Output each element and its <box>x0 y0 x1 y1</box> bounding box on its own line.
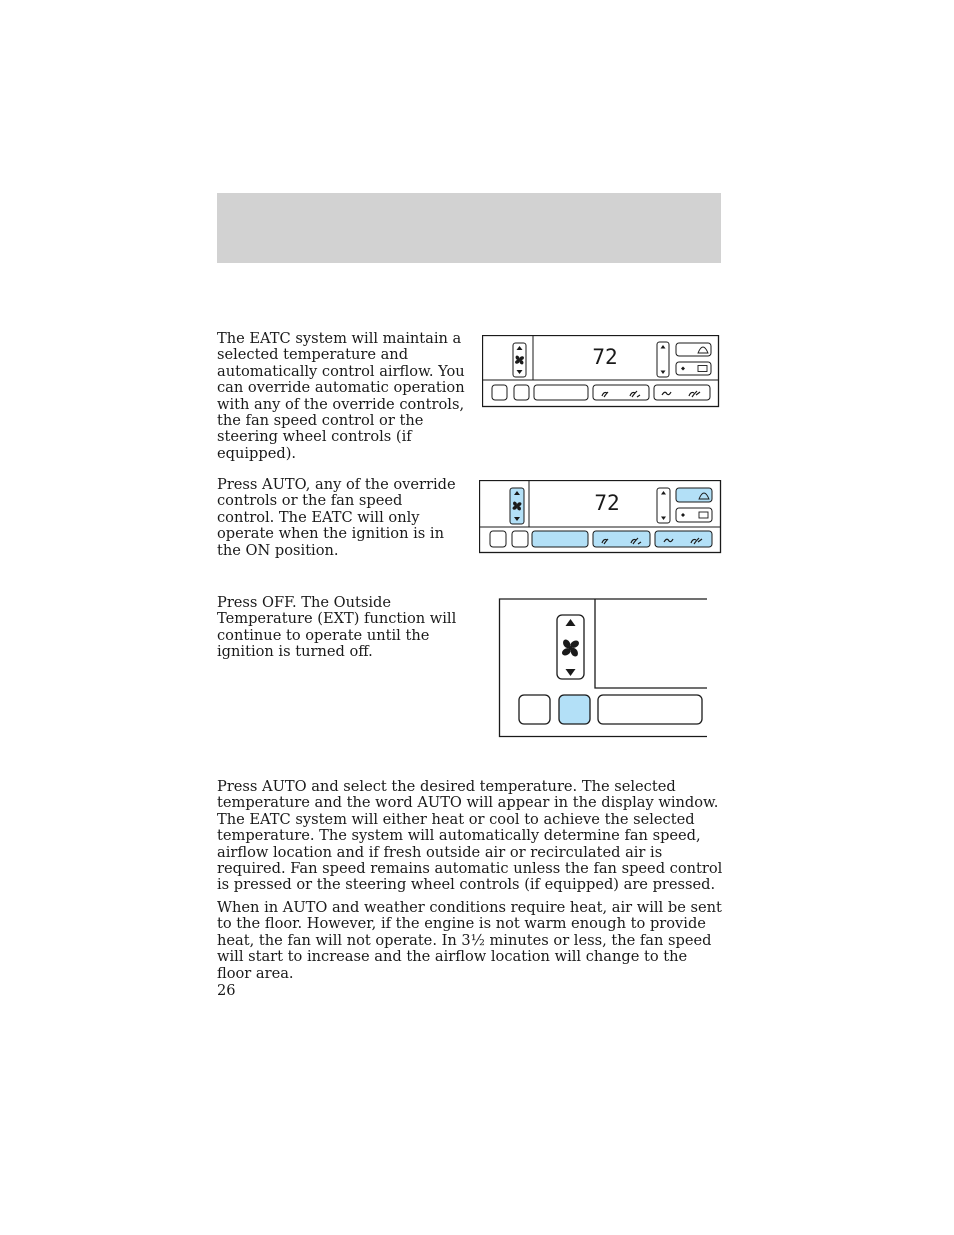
airflow-mode-group-1[interactable] <box>593 531 650 547</box>
paragraph-heat: When in AUTO and weather conditions require heat, air will be sent to the floor. However, if the engine is not warm enough to provide heat, the fan will not operate. In 3½ minutes or less, the fan speed will start to increase and the airflow location will change to the floor area. <box>217 899 722 982</box>
paragraph-auto: Press AUTO and select the desired temperature. The selected temperature and the word AUTO will appear in the display window. The EATC system will either heat or cool to achieve the selected temperature. The system will automatically determine fan speed, airflow location and if fresh outside air or recirculated air is required. Fan speed remains automatic unless the fan speed control is pressed or the steering wheel controls (if equipped) are pressed. <box>217 778 723 894</box>
temperature-control[interactable] <box>657 342 669 377</box>
auto-button[interactable] <box>559 695 590 724</box>
fan-speed-control[interactable] <box>513 343 526 377</box>
off-button[interactable] <box>492 385 507 400</box>
auto-button[interactable] <box>514 385 529 400</box>
section-header-band <box>217 193 721 263</box>
eatc-panel-on <box>479 480 722 554</box>
eatc-panel-default <box>482 335 720 408</box>
off-button[interactable] <box>519 695 550 724</box>
temperature-display: 72 <box>592 345 618 369</box>
airflow-mode-group-2[interactable] <box>654 385 710 400</box>
airflow-mode-group-2[interactable] <box>655 531 712 547</box>
auto-button[interactable] <box>512 531 528 547</box>
temperature-control[interactable] <box>657 488 670 523</box>
airflow-mode-group-1[interactable] <box>593 385 649 400</box>
defrost-button[interactable] <box>676 488 712 502</box>
temperature-display: 72 <box>594 491 620 515</box>
rear-defrost-button[interactable] <box>676 508 712 522</box>
eatc-panel-off-detail <box>498 598 710 740</box>
page-number: 26 <box>217 982 236 999</box>
paragraph-on: Press AUTO, any of the override controls or the fan speed control. The EATC will only operate when the ignition is in the ON position. <box>217 476 456 559</box>
rear-defrost-button[interactable] <box>676 362 711 375</box>
paragraph-intro: The EATC system will maintain a selected temperature and automatically control airflow. You can override automatic operation with any of the override controls, the fan speed control or the steering wheel controls (if equipped). <box>217 330 465 462</box>
fan-speed-control[interactable] <box>557 615 584 679</box>
fan-speed-control[interactable] <box>510 488 524 524</box>
mode-button[interactable] <box>532 531 588 547</box>
off-button[interactable] <box>490 531 506 547</box>
mode-button[interactable] <box>534 385 588 400</box>
paragraph-off: Press OFF. The Outside Temperature (EXT) function will continue to operate until the ignition is turned off. <box>217 594 457 661</box>
defrost-button[interactable] <box>676 343 711 356</box>
mode-button[interactable] <box>598 695 702 724</box>
